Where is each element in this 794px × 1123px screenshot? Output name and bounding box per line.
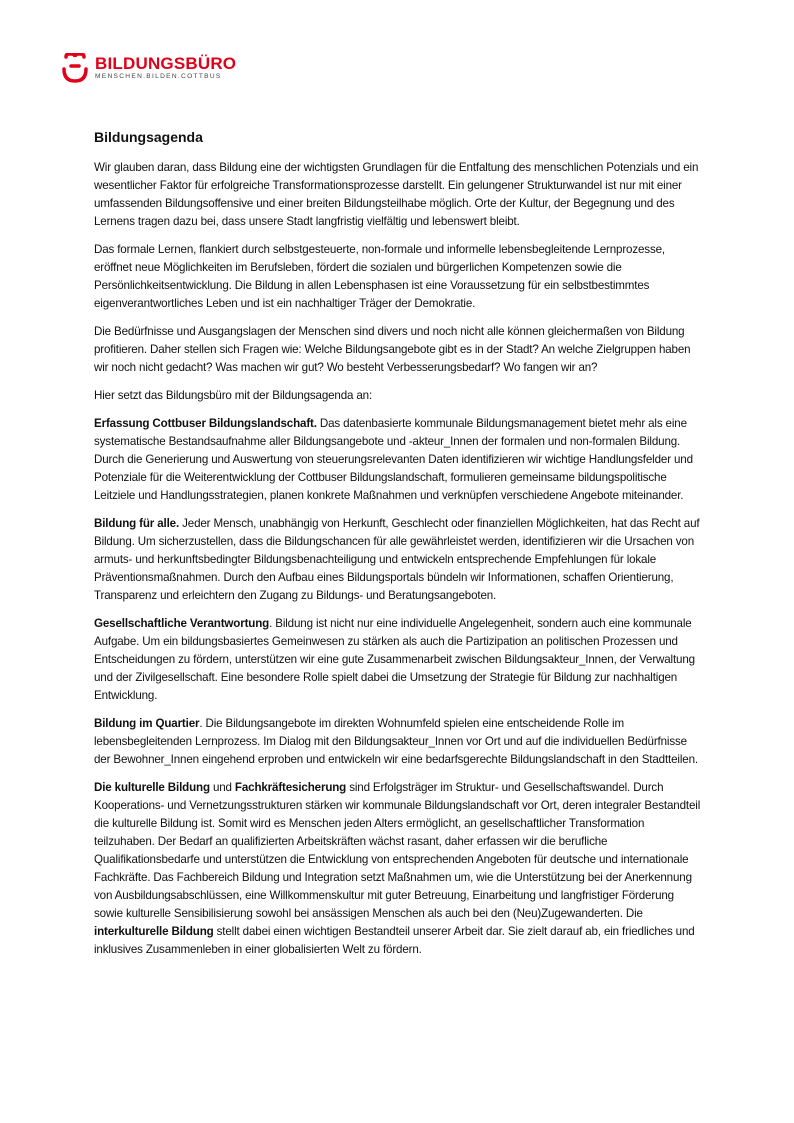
paragraph-lead-in: Hier setzt das Bildungsbüro mit der Bildungsagenda an: bbox=[94, 389, 373, 402]
document-body bbox=[94, 128, 704, 969]
section-text: Jeder Mensch, unabhängig von Herkunft, Geschlecht oder finanziellen Möglichkeiten, hat das Recht auf Bildung. Um sicherzustellen, dass die Bildungschancen für alle gewährleistet werden, identifizieren wir die Ursachen von armuts- und herkunftsbedingter Bildungsbenachteiligung und entwickeln entsprechende Empfehlungen für lokale Präventionsmaßnahmen. Durch den Aufbau eines Bildungsportals bündeln wir Informationen, schaffen Orientierung, Transparenz und erleichtern den Zugang zu Bildungs- und Beratungsangeboten. bbox=[94, 517, 700, 602]
section-heading: Die kulturelle Bildung bbox=[94, 781, 210, 794]
section-heading: Erfassung Cottbuser Bildungslandschaft. bbox=[94, 417, 317, 430]
paragraph-needs: Die Bedürfnisse und Ausgangslagen der Menschen sind divers und noch nicht alle können gleichermaßen von Bildung profitieren. Daher stellen sich Fragen wie: Welche Bildungsangebote gibt es in der Stadt? An welche Zielgruppen haben wir noch nicht gedacht? Was machen wir gut? Wo besteht Verbesserungsbedarf? Wo fangen wir an? bbox=[94, 325, 691, 374]
section-text: Das datenbasierte kommunale Bildungsmanagement bietet mehr als eine systematische Bestandsaufnahme aller Bildungsangebote und -akteur_Innen der formalen und non-formalen Bildung. Durch die Generierung und Auswertung von steuerungsrelevanten Daten identifizieren wir wichtige Handlungsfelder und Potenziale für die Weiterentwicklung der Cottbuser Bildungslandschaft, formulieren gemeinsame bildungspolitische Leitziele und Handlungsstrategien, planen konkrete Maßnahmen und verknüpfen verschiedene Angebote miteinander. bbox=[94, 417, 693, 502]
section-heading: Fachkräftesicherung bbox=[234, 781, 347, 794]
logo-subtitle: MENSCHEN.BILDEN.COTTBUS bbox=[95, 73, 222, 80]
section-heading: Gesellschaftliche Verantwortung bbox=[94, 617, 270, 630]
section-erfassung bbox=[94, 415, 704, 505]
document-title: Bildungsagenda bbox=[94, 129, 203, 145]
section-kulturelle-bildung bbox=[94, 779, 704, 959]
section-quartier bbox=[94, 715, 704, 769]
logo-title: BILDUNGSBÜRO bbox=[95, 54, 237, 73]
section-bildung-fuer-alle bbox=[94, 515, 704, 605]
section-text: und bbox=[209, 781, 235, 794]
paragraph-formal-learning: Das formale Lernen, flankiert durch selbstgesteuerte, non-formale und informelle lebensbegleitende Lernprozesse, eröffnet neue Möglichkeiten im Berufsleben, fördert die sozialen und bürgerlichen Kompetenzen sowie die Persönlichkeitsentwicklung. Die Bildung in allen Lebensphasen ist eine Voraussetzung für ein selbstbestimmtes eigenverantwortliches Leben und ist ein nachhaltiger Träger der Demokratie. bbox=[94, 243, 665, 310]
section-text: sind Erfolgsträger im Struktur- und Gesellschaftswandel. Durch Kooperations- und Vernetzungsstrukturen stärken wir kommunale Bildungslandschaft vor Ort, deren integraler Bestandteil die kulturelle Bildung ist. Somit wird es Menschen jeden Alters ermöglicht, an gesellschaftlicher Transformation teilzuhaben. Der Bedarf an qualifizierten Arbeitskräften wächst rasant, daher erfassen wir die berufliche Qualifikationsbedarfe und unterstützen die Entwicklung von entsprechenden Angeboten für deutsche und internationale Fachkräfte. Das Fachbereich Bildung und Integration setzt Maßnahmen um, wie die Unterstützung bei der Anerkennung von Ausbildungsabschlüssen, eine Willkommenskultur mit guter Betreuung, Einarbeitung und langfristiger Förderung sowie kulturelle Sensibilisierung sowohl bei ansässigen Menschen als auch bei den (Neu)Zugewanderten. Die bbox=[94, 781, 701, 920]
section-text: . Bildung ist nicht nur eine individuelle Angelegenheit, sondern auch eine kommunale Aufgabe. Um ein bildungsbasiertes Gemeinwesen zu stärken als auch die Partizipation an politischen Prozessen und Entscheidungen zu fördern, unterstützen wir eine gute Zusammenarbeit zwischen Bildungsakteur_Innen, der Verwaltung und der Zivilgesellschaft. Eine besondere Rolle spielt dabei die Umsetzung der Strategie für Bildung zur nachhaltigen Entwicklung. bbox=[94, 617, 695, 702]
section-text: stellt dabei einen wichtigen Bestandteil unserer Arbeit dar. Sie zielt darauf ab, ein friedliches und inklusives Zusammenleben in einer globalisierten Welt zu fördern. bbox=[94, 925, 695, 956]
bildungsbuero-logo-icon bbox=[60, 53, 90, 83]
section-text: . Die Bildungsangebote im direkten Wohnumfeld spielen eine entscheidende Rolle im lebensbegleitenden Lernprozess. Im Dialog mit den Bildungsakteur_Innen vor Ort und auf die individuellen Bedürfnisse der Bewohner_Innen eingehend erproben und entwickeln wir eine bedarfsgerechte Bildungslandschaft in den Stadtteilen. bbox=[94, 717, 698, 766]
section-heading: interkulturelle Bildung bbox=[94, 925, 214, 938]
section-heading: Bildung im Quartier bbox=[94, 717, 200, 730]
section-heading: Bildung für alle. bbox=[94, 517, 180, 530]
section-verantwortung bbox=[94, 615, 704, 705]
logo bbox=[60, 50, 236, 86]
paragraph-intro: Wir glauben daran, dass Bildung eine der wichtigsten Grundlagen für die Entfaltung des menschlichen Potenzials und ein wesentlicher Faktor für erfolgreiche Transformationsprozesse darstellt. Ein gelungener Strukturwandel ist nur mit einer umfassenden Bildungsoffensive und einer breiten Bildungsteilhabe möglich. Orte der Kultur, der Begegnung und des Lernens tragen dazu bei, dass unsere Stadt langfristig vielfältig und lebenswert bleibt. bbox=[94, 161, 699, 228]
